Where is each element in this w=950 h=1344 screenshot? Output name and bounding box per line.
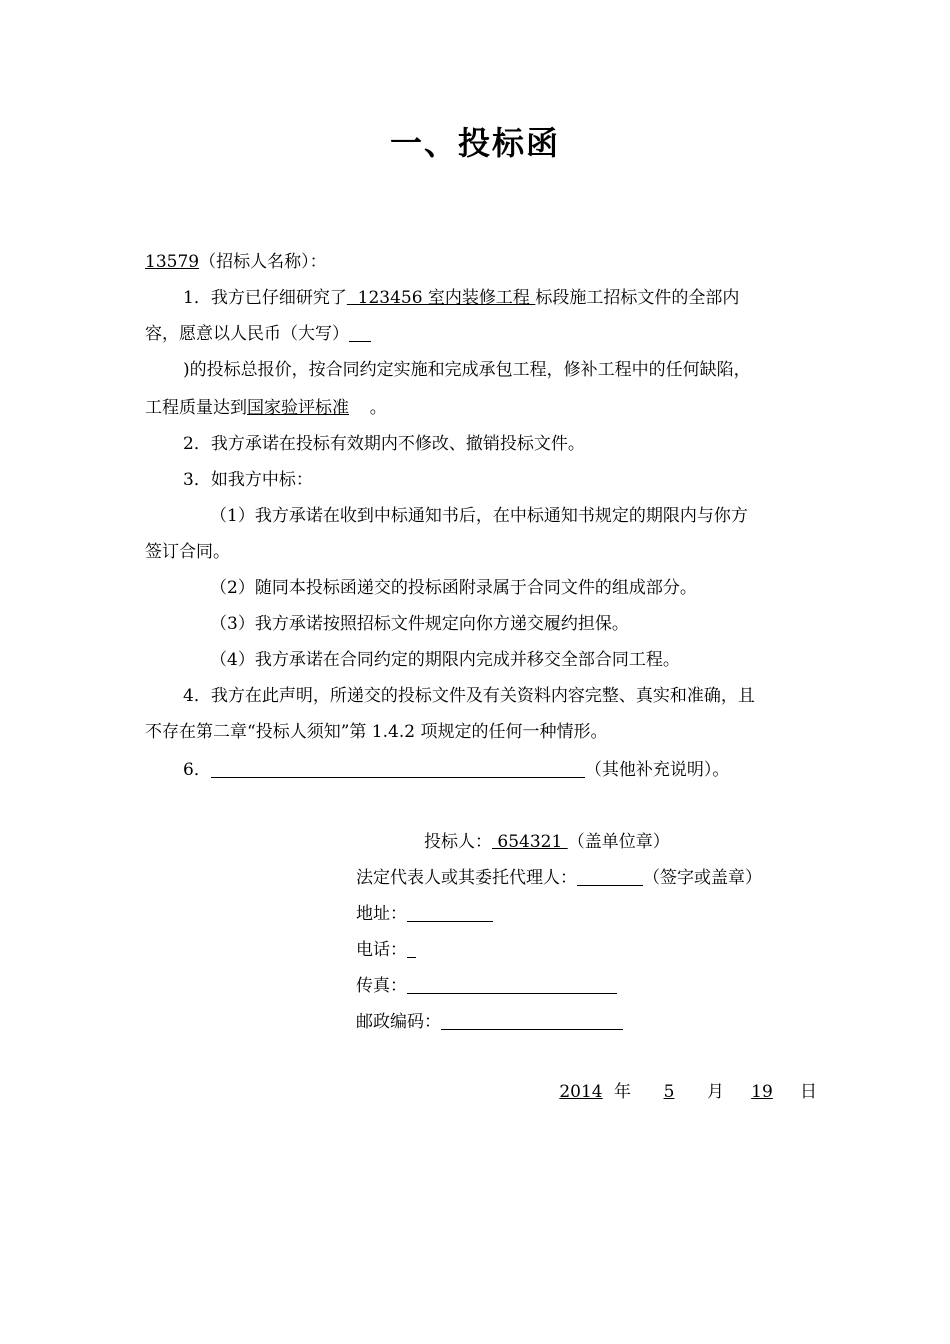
supplement-blank (211, 759, 585, 778)
address-blank (407, 903, 493, 922)
date-day: 19 (751, 1082, 773, 1102)
item1-prefix: 1．我方已仔细研究了 (183, 288, 347, 308)
bidder-line (424, 830, 670, 854)
item4-line2: 不存在第二章“投标人须知”第 1.4.2 项规定的任何一种情形。 (145, 722, 608, 742)
date-line (548, 1080, 817, 1104)
fax-label: 传真： (356, 976, 407, 996)
fax-blank (407, 975, 617, 994)
item3-2: （2）随同本投标函递交的投标函附录属于合同文件的组成部分。 (210, 578, 697, 598)
date-year-unit: 年 (614, 1082, 631, 1102)
item1-line3: )的投标总报价，按合同约定实施和完成承包工程，修补工程中的任何缺陷， (183, 360, 751, 380)
item1-line2-text: 容，愿意以人民币（大写） (145, 324, 349, 344)
item6-suffix: （其他补充说明）。 (584, 760, 730, 780)
date-year: 2014 (559, 1082, 603, 1102)
salutation (145, 250, 327, 274)
item3-3: （3）我方承诺按照招标文件规定向你方递交履约担保。 (210, 614, 629, 634)
phone-blank (407, 939, 416, 958)
bidder-value: 654321 (492, 832, 568, 852)
item3-1-line1: （1）我方承诺在收到中标通知书后，在中标通知书规定的期限内与你方 (210, 506, 748, 526)
amount-blank (349, 323, 371, 342)
item1-suffix: 标段施工招标文件的全部内 (535, 288, 740, 308)
item2: 2．我方承诺在投标有效期内不修改、撤销投标文件。 (183, 434, 585, 454)
item3-1-line2: 签订合同。 (145, 542, 230, 562)
item1-line2 (145, 322, 371, 346)
phone-line (356, 938, 416, 962)
postcode-blank (441, 1011, 623, 1030)
phone-label: 电话： (356, 940, 407, 960)
postcode-label: 邮政编码： (356, 1012, 441, 1032)
item1-line1 (183, 286, 739, 310)
item4-line1: 4．我方在此声明，所递交的投标文件及有关资料内容完整、真实和准确，且 (183, 686, 755, 706)
representative-label: 法定代表人或其委托代理人： (356, 868, 577, 888)
fax-line (356, 974, 617, 998)
address-line (356, 902, 493, 926)
representative-line (356, 866, 762, 890)
project-name: 123456 室内装修工程 (346, 288, 536, 308)
item3-4: （4）我方承诺在合同约定的期限内完成并移交全部合同工程。 (210, 650, 680, 670)
representative-suffix: （签字或盖章） (643, 868, 762, 888)
representative-blank (577, 867, 643, 886)
item1-line4 (145, 396, 387, 420)
postcode-line (356, 1010, 623, 1034)
item6-prefix: 6． (183, 760, 211, 780)
recipient-name: 13579 (145, 252, 200, 272)
quality-standard: 国家验评标准 (247, 398, 349, 418)
date-day-unit: 日 (800, 1082, 817, 1102)
recipient-label: （招标人名称）： (199, 252, 327, 272)
address-label: 地址： (356, 904, 407, 924)
quality-suffix: 。 (359, 398, 387, 418)
date-month-unit: 月 (707, 1082, 724, 1102)
date-month: 5 (663, 1082, 675, 1102)
bidder-suffix: （盖单位章） (567, 832, 670, 852)
item6 (183, 758, 729, 782)
item3: 3．如我方中标： (183, 470, 313, 490)
quality-label: 工程质量达到 (145, 398, 247, 418)
page-title: 一、投标函 (389, 124, 560, 162)
bidder-label: 投标人： (424, 832, 492, 852)
